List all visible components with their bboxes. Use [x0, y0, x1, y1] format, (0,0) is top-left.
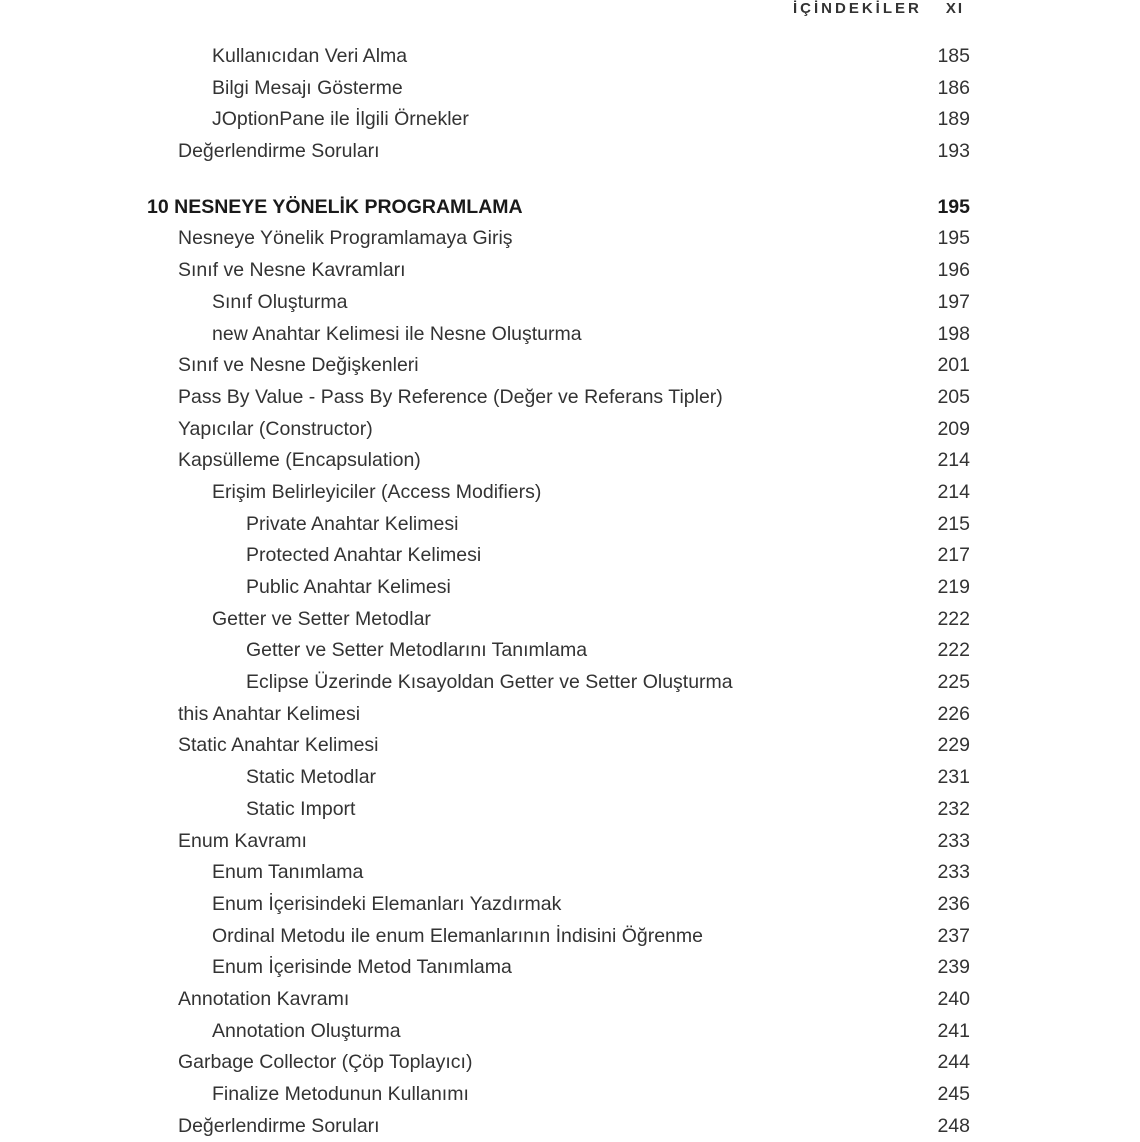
toc-entry — [0, 889, 1140, 921]
toc-entry-title: Değerlendirme Soruları — [178, 140, 380, 163]
toc-entry-page: 195 — [937, 227, 970, 250]
toc-entry-page: 231 — [937, 766, 970, 789]
roman-page-number: XI — [945, 0, 965, 17]
toc-entry-page: 185 — [937, 45, 970, 67]
section-title: İÇİNDEKİLER — [793, 0, 922, 17]
toc-entry-page: 236 — [937, 892, 970, 915]
toc-entry-page: 233 — [937, 829, 970, 852]
toc-entry-title: Static Anahtar Kelimesi — [178, 734, 379, 757]
toc-entry — [0, 350, 1140, 382]
toc-entry-title: this Anahtar Kelimesi — [178, 702, 361, 725]
toc-entry-page: 201 — [937, 354, 970, 377]
toc-entry — [0, 952, 1140, 984]
toc-entry-page: 189 — [937, 108, 970, 131]
toc-entry-title: Ordinal Metodu ile enum Elemanlarının İndisini Öğrenme — [212, 924, 703, 947]
toc-entry-title: new Anahtar Kelimesi ile Nesne Oluşturma — [212, 322, 582, 345]
toc-entry — [0, 414, 1140, 446]
toc-entry-page: 193 — [937, 140, 970, 163]
toc-entry-page: 197 — [937, 290, 970, 313]
toc-entry — [0, 73, 1140, 105]
toc-entry-page: 198 — [937, 322, 970, 345]
toc-entry-title: Sınıf ve Nesne Kavramları — [178, 259, 406, 282]
toc-entry — [0, 223, 1140, 255]
toc-entry-title: Pass By Value - Pass By Reference (Değer ve Referans Tipler) — [178, 385, 723, 408]
toc-entry-page: 196 — [937, 259, 970, 282]
toc-entry-page: 248 — [937, 1114, 970, 1137]
toc-entry-page: 195 — [937, 195, 970, 218]
toc-entry-page: 214 — [937, 449, 970, 472]
toc-entry-title: Enum İçerisinde Metod Tanımlama — [212, 956, 512, 979]
toc-entry-page: 205 — [937, 385, 970, 408]
toc-entry-page: 229 — [937, 734, 970, 757]
toc-entry-page: 186 — [937, 76, 970, 99]
toc-entry — [0, 857, 1140, 889]
toc-entry-title: Erişim Belirleyiciler (Access Modifiers) — [212, 480, 542, 503]
toc-entry-title: Finalize Metodunun Kullanımı — [212, 1083, 469, 1105]
toc-entry-title: Yapıcılar (Constructor) — [178, 417, 373, 440]
toc-entry-page: 222 — [937, 607, 970, 630]
toc-entry-page: 226 — [937, 702, 970, 725]
toc-entry-title: Annotation Kavramı — [178, 987, 350, 1010]
toc-entry-title: JOptionPane ile İlgili Örnekler — [212, 108, 469, 131]
toc-entry — [0, 255, 1140, 287]
toc-entry-title: Annotation Oluşturma — [212, 1019, 401, 1042]
toc-entry — [0, 1111, 1140, 1142]
toc-entry — [0, 699, 1140, 731]
toc-entry — [0, 382, 1140, 414]
toc-entry-title: 10 NESNEYE YÖNELİK PROGRAMLAMA — [147, 195, 523, 218]
toc-entry — [0, 319, 1140, 351]
toc-entry-title: Getter ve Setter Metodlarını Tanımlama — [246, 639, 588, 662]
toc-entry — [0, 41, 1140, 73]
toc-entry — [0, 730, 1140, 762]
toc-entry — [0, 287, 1140, 319]
toc-entry-title: Sınıf Oluşturma — [212, 290, 348, 313]
toc-entry — [0, 477, 1140, 509]
toc-entry — [0, 1016, 1140, 1048]
toc-entry-page: 217 — [937, 544, 970, 567]
toc-entry-title: Private Anahtar Kelimesi — [246, 512, 459, 535]
toc-entry-title: Değerlendirme Soruları — [178, 1114, 380, 1137]
toc-entry — [0, 635, 1140, 667]
toc-entry — [0, 509, 1140, 541]
running-head — [793, 0, 964, 18]
toc-entry — [0, 762, 1140, 794]
toc-entry-page: 209 — [937, 417, 970, 440]
toc-entry-title: Garbage Collector (Çöp Toplayıcı) — [178, 1051, 473, 1074]
toc-entry-title: Nesneye Yönelik Programlamaya Giriş — [178, 227, 513, 250]
toc-chapter-entry — [0, 192, 1140, 224]
toc-entry-title: Eclipse Üzerinde Kısayoldan Getter ve Setter Oluşturma — [246, 671, 733, 694]
toc-entry-title: Enum Tanımlama — [212, 861, 364, 884]
toc-entry — [0, 136, 1140, 168]
toc-entry-title: Sınıf ve Nesne Değişkenleri — [178, 354, 419, 377]
toc-entry-page: 214 — [937, 480, 970, 503]
toc-entry-page: 233 — [937, 861, 970, 884]
toc-entry-title: Enum Kavramı — [178, 829, 307, 852]
toc-entry-title: Static Metodlar — [246, 766, 377, 789]
toc-entry-title: Static Import — [246, 797, 356, 820]
toc-entry-page: 244 — [937, 1051, 970, 1074]
toc-entry-page: 232 — [937, 797, 970, 820]
toc-entry-title: Protected Anahtar Kelimesi — [246, 544, 482, 567]
toc-entry-page: 215 — [937, 512, 970, 535]
toc-entry-title: Getter ve Setter Metodlar — [212, 607, 431, 630]
toc-entry — [0, 445, 1140, 477]
toc-entry-title: Bilgi Mesajı Gösterme — [212, 76, 403, 99]
toc-entry — [0, 540, 1140, 572]
toc-entry — [0, 1047, 1140, 1079]
toc-entry — [0, 921, 1140, 953]
toc-entry-title: Public Anahtar Kelimesi — [246, 576, 451, 598]
toc-entry — [0, 572, 1140, 604]
toc-entry-title: Enum İçerisindeki Elemanları Yazdırmak — [212, 892, 562, 915]
table-of-contents — [0, 41, 1140, 1142]
toc-entry — [0, 826, 1140, 858]
toc-entry-title: Kullanıcıdan Veri Alma — [212, 45, 408, 67]
toc-entry-page: 219 — [937, 576, 970, 598]
toc-entry-page: 225 — [937, 671, 970, 694]
toc-entry-page: 240 — [937, 987, 970, 1010]
toc-entry — [0, 984, 1140, 1016]
toc-entry-page: 239 — [937, 956, 970, 979]
toc-entry-page: 241 — [937, 1019, 970, 1042]
toc-entry — [0, 794, 1140, 826]
toc-entry — [0, 104, 1140, 136]
toc-entry-title: Kapsülleme (Encapsulation) — [178, 449, 421, 472]
toc-entry — [0, 667, 1140, 699]
toc-entry — [0, 604, 1140, 636]
toc-entry-page: 245 — [937, 1083, 970, 1105]
toc-entry — [0, 1079, 1140, 1111]
toc-entry-page: 237 — [937, 924, 970, 947]
toc-entry-page: 222 — [937, 639, 970, 662]
